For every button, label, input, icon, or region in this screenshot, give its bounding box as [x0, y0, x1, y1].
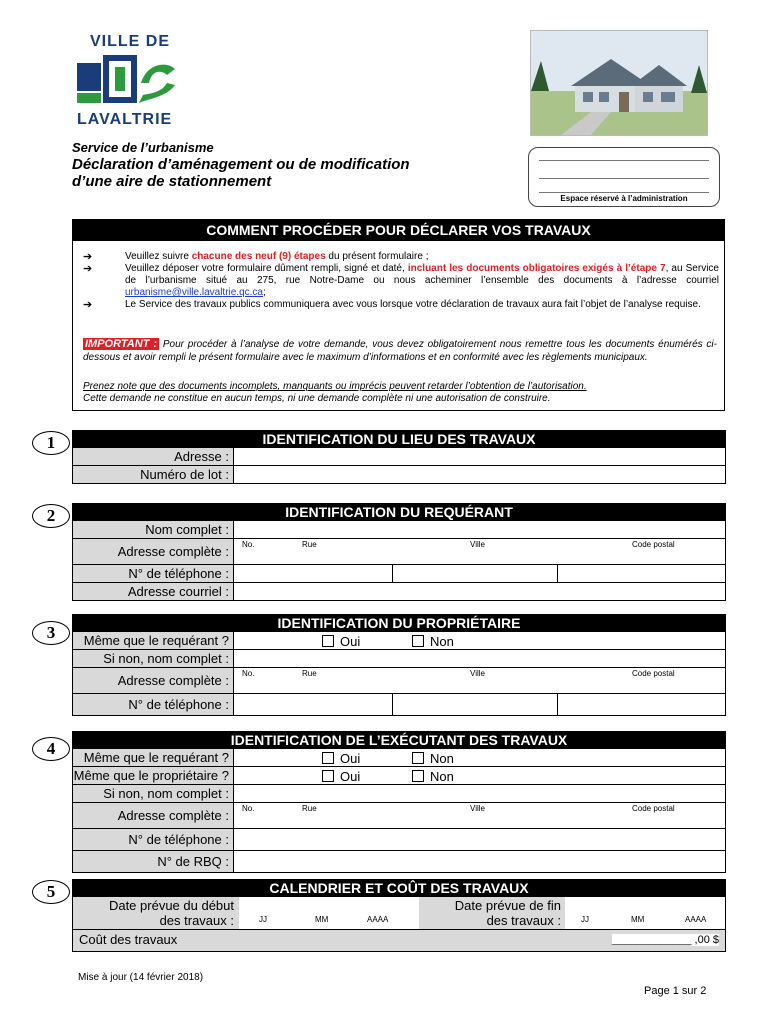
email-link[interactable]: urbanisme@ville.lavaltrie.qc.ca: [125, 287, 263, 298]
end-date-field[interactable]: JJ MM AAAA: [565, 897, 725, 929]
address-label: Adresse :: [73, 448, 234, 465]
important-badge: IMPORTANT :: [85, 338, 158, 350]
same-as-applicant-label: Même que le requérant ?: [73, 749, 234, 766]
applicant-address-field[interactable]: No. Rue Ville Code postal: [242, 540, 675, 549]
page-number: Page 1 sur 2: [644, 985, 707, 997]
section-title: IDENTIFICATION DU REQUÉRANT: [73, 504, 725, 520]
step-number-3: 3: [32, 621, 70, 645]
logo-text-bottom: LAVALTRIE: [77, 111, 173, 128]
lot-number-label: Numéro de lot :: [73, 466, 234, 483]
start-date-label: Date prévue du début des travaux :: [108, 898, 234, 928]
contractor-same-applicant-yes-checkbox[interactable]: Oui: [322, 751, 360, 766]
section-title: CALENDRIER ET COÛT DES TRAVAUX: [73, 880, 725, 896]
phone-label: N° de téléphone :: [73, 565, 234, 582]
location-address-field[interactable]: [234, 448, 725, 465]
instructions-title: COMMENT PROCÉDER POUR DÉCLARER VOS TRAVAUX: [73, 220, 724, 241]
contractor-same-owner-yes-checkbox[interactable]: Oui: [322, 769, 360, 784]
contractor-same-applicant-no-checkbox[interactable]: Non: [412, 751, 454, 766]
last-updated: Mise à jour (14 février 2018): [78, 972, 204, 983]
full-address-label: Adresse complète :: [73, 539, 234, 564]
same-as-applicant-label: Même que le requérant ?: [73, 632, 234, 649]
contractor-same-owner-no-checkbox[interactable]: Non: [412, 769, 454, 784]
rbq-label: N° de RBQ :: [73, 851, 234, 872]
owner-same-no-checkbox[interactable]: Non: [412, 634, 454, 649]
arrow-right-icon: ➔: [83, 263, 93, 275]
not-authorization-note: Cette demande ne constitue en aucun temps, ni une demande complète ni une autorisation de construire.: [83, 393, 551, 404]
form-title: Déclaration d’aménagement ou de modification d’une aire de stationnement: [72, 156, 410, 190]
contractor-phone-field[interactable]: [234, 829, 725, 850]
section-schedule-cost: [72, 879, 726, 952]
step-number-5: 5: [32, 880, 70, 904]
applicant-email-field[interactable]: [234, 583, 725, 600]
section-applicant: [72, 503, 726, 601]
incomplete-docs-note: Prenez note que des documents incomplets, manquants ou imprécis peuvent retarder l’obtention de l’autorisation.: [83, 381, 587, 392]
instructions-box: COMMENT PROCÉDER POUR DÉCLARER VOS TRAVAUX ➔ Veuillez suivre chacune des neuf (9) étapes du présent formulaire ; ➔ Veuillez déposer votre formulaire dûment rempli, signé et daté, incluant les documents obligatoires exigés à l’étape 7, au Service de l’urbanisme situé au 275, rue Notre-Dame ou nous acheminer l’ensemble des documents à l’adresse courriel urbanisme@ville.lavaltrie.qc.ca; ➔ Le Service des travaux publics communiquera avec vous lorsque votre déclaration de travaux aura fait l’objet de l’analyse requise. IMPORTANT : Pour procéder à l’analyse de votre demande, vous devez obligatoirement nous remettre tous les documents énumérés ci-dessous et avoir rempli le présent formulaire avec le maximum d’informations et en conformité avec les règlements municipaux. Prenez note que des documents incomplets, manquants ou imprécis peuvent retarder l’obtention de l’autorisation. Cette demande ne constitue en aucun temps, ni une demande complète ni une autorisation de construire.: [72, 219, 725, 411]
owner-phone-field[interactable]: [234, 694, 725, 715]
section-contractor: [72, 731, 726, 873]
contractor-name-field[interactable]: [234, 785, 725, 802]
if-not-name-label: Si non, nom complet :: [73, 650, 234, 667]
arrow-right-icon: ➔: [83, 251, 93, 263]
cost-field[interactable]: _____________ ,00 $: [611, 934, 719, 946]
city-logo: [77, 53, 177, 108]
owner-address-field[interactable]: No. Rue Ville Code postal: [242, 669, 675, 678]
applicant-name-field[interactable]: [234, 521, 725, 538]
phone-label: N° de téléphone :: [73, 694, 234, 715]
applicant-phone-field[interactable]: [234, 565, 725, 582]
contractor-rbq-field[interactable]: [234, 851, 725, 872]
step-number-1: 1: [32, 431, 70, 455]
full-name-label: Nom complet :: [73, 521, 234, 538]
step-number-2: 2: [32, 504, 70, 528]
service-name: Service de l’urbanisme: [72, 140, 214, 155]
start-date-field[interactable]: JJ MM AAAA: [239, 897, 419, 929]
owner-name-field[interactable]: [234, 650, 725, 667]
contractor-address-field[interactable]: No. Rue Ville Code postal: [242, 804, 675, 813]
owner-same-yes-checkbox[interactable]: Oui: [322, 634, 360, 649]
email-label: Adresse courriel :: [73, 583, 234, 600]
section-work-location: [72, 430, 726, 484]
step-number-4: 4: [32, 737, 70, 761]
section-title: IDENTIFICATION DE L’EXÉCUTANT DES TRAVAUX: [73, 732, 725, 748]
if-not-name-label: Si non, nom complet :: [73, 785, 234, 802]
house-photo: [530, 30, 708, 136]
admin-reserved-label: Espace réservé à l’administration: [560, 194, 688, 203]
cost-label: Coût des travaux: [79, 932, 178, 947]
section-owner: [72, 614, 726, 716]
lot-number-field[interactable]: [234, 466, 725, 483]
section-title: IDENTIFICATION DU LIEU DES TRAVAUX: [73, 431, 725, 447]
full-address-label: Adresse complète :: [73, 668, 234, 693]
admin-reserved-box: [528, 147, 720, 207]
phone-label: N° de téléphone :: [73, 829, 234, 850]
same-as-owner-label: Même que le propriétaire ?: [73, 767, 234, 784]
end-date-label: Date prévue de fin des travaux :: [454, 898, 561, 928]
important-notice: IMPORTANT : Pour procéder à l’analyse de votre demande, vous devez obligatoirement nous remettre tous les documents énumérés ci-dessous et avoir rempli le présent formulaire avec le maximum d’informations et en conformité avec les règlements municipaux.: [83, 338, 717, 363]
full-address-label: Adresse complète :: [73, 803, 234, 828]
section-title: IDENTIFICATION DU PROPRIÉTAIRE: [73, 615, 725, 631]
logo-text-top: VILLE DE: [90, 33, 171, 50]
arrow-right-icon: ➔: [83, 299, 93, 311]
